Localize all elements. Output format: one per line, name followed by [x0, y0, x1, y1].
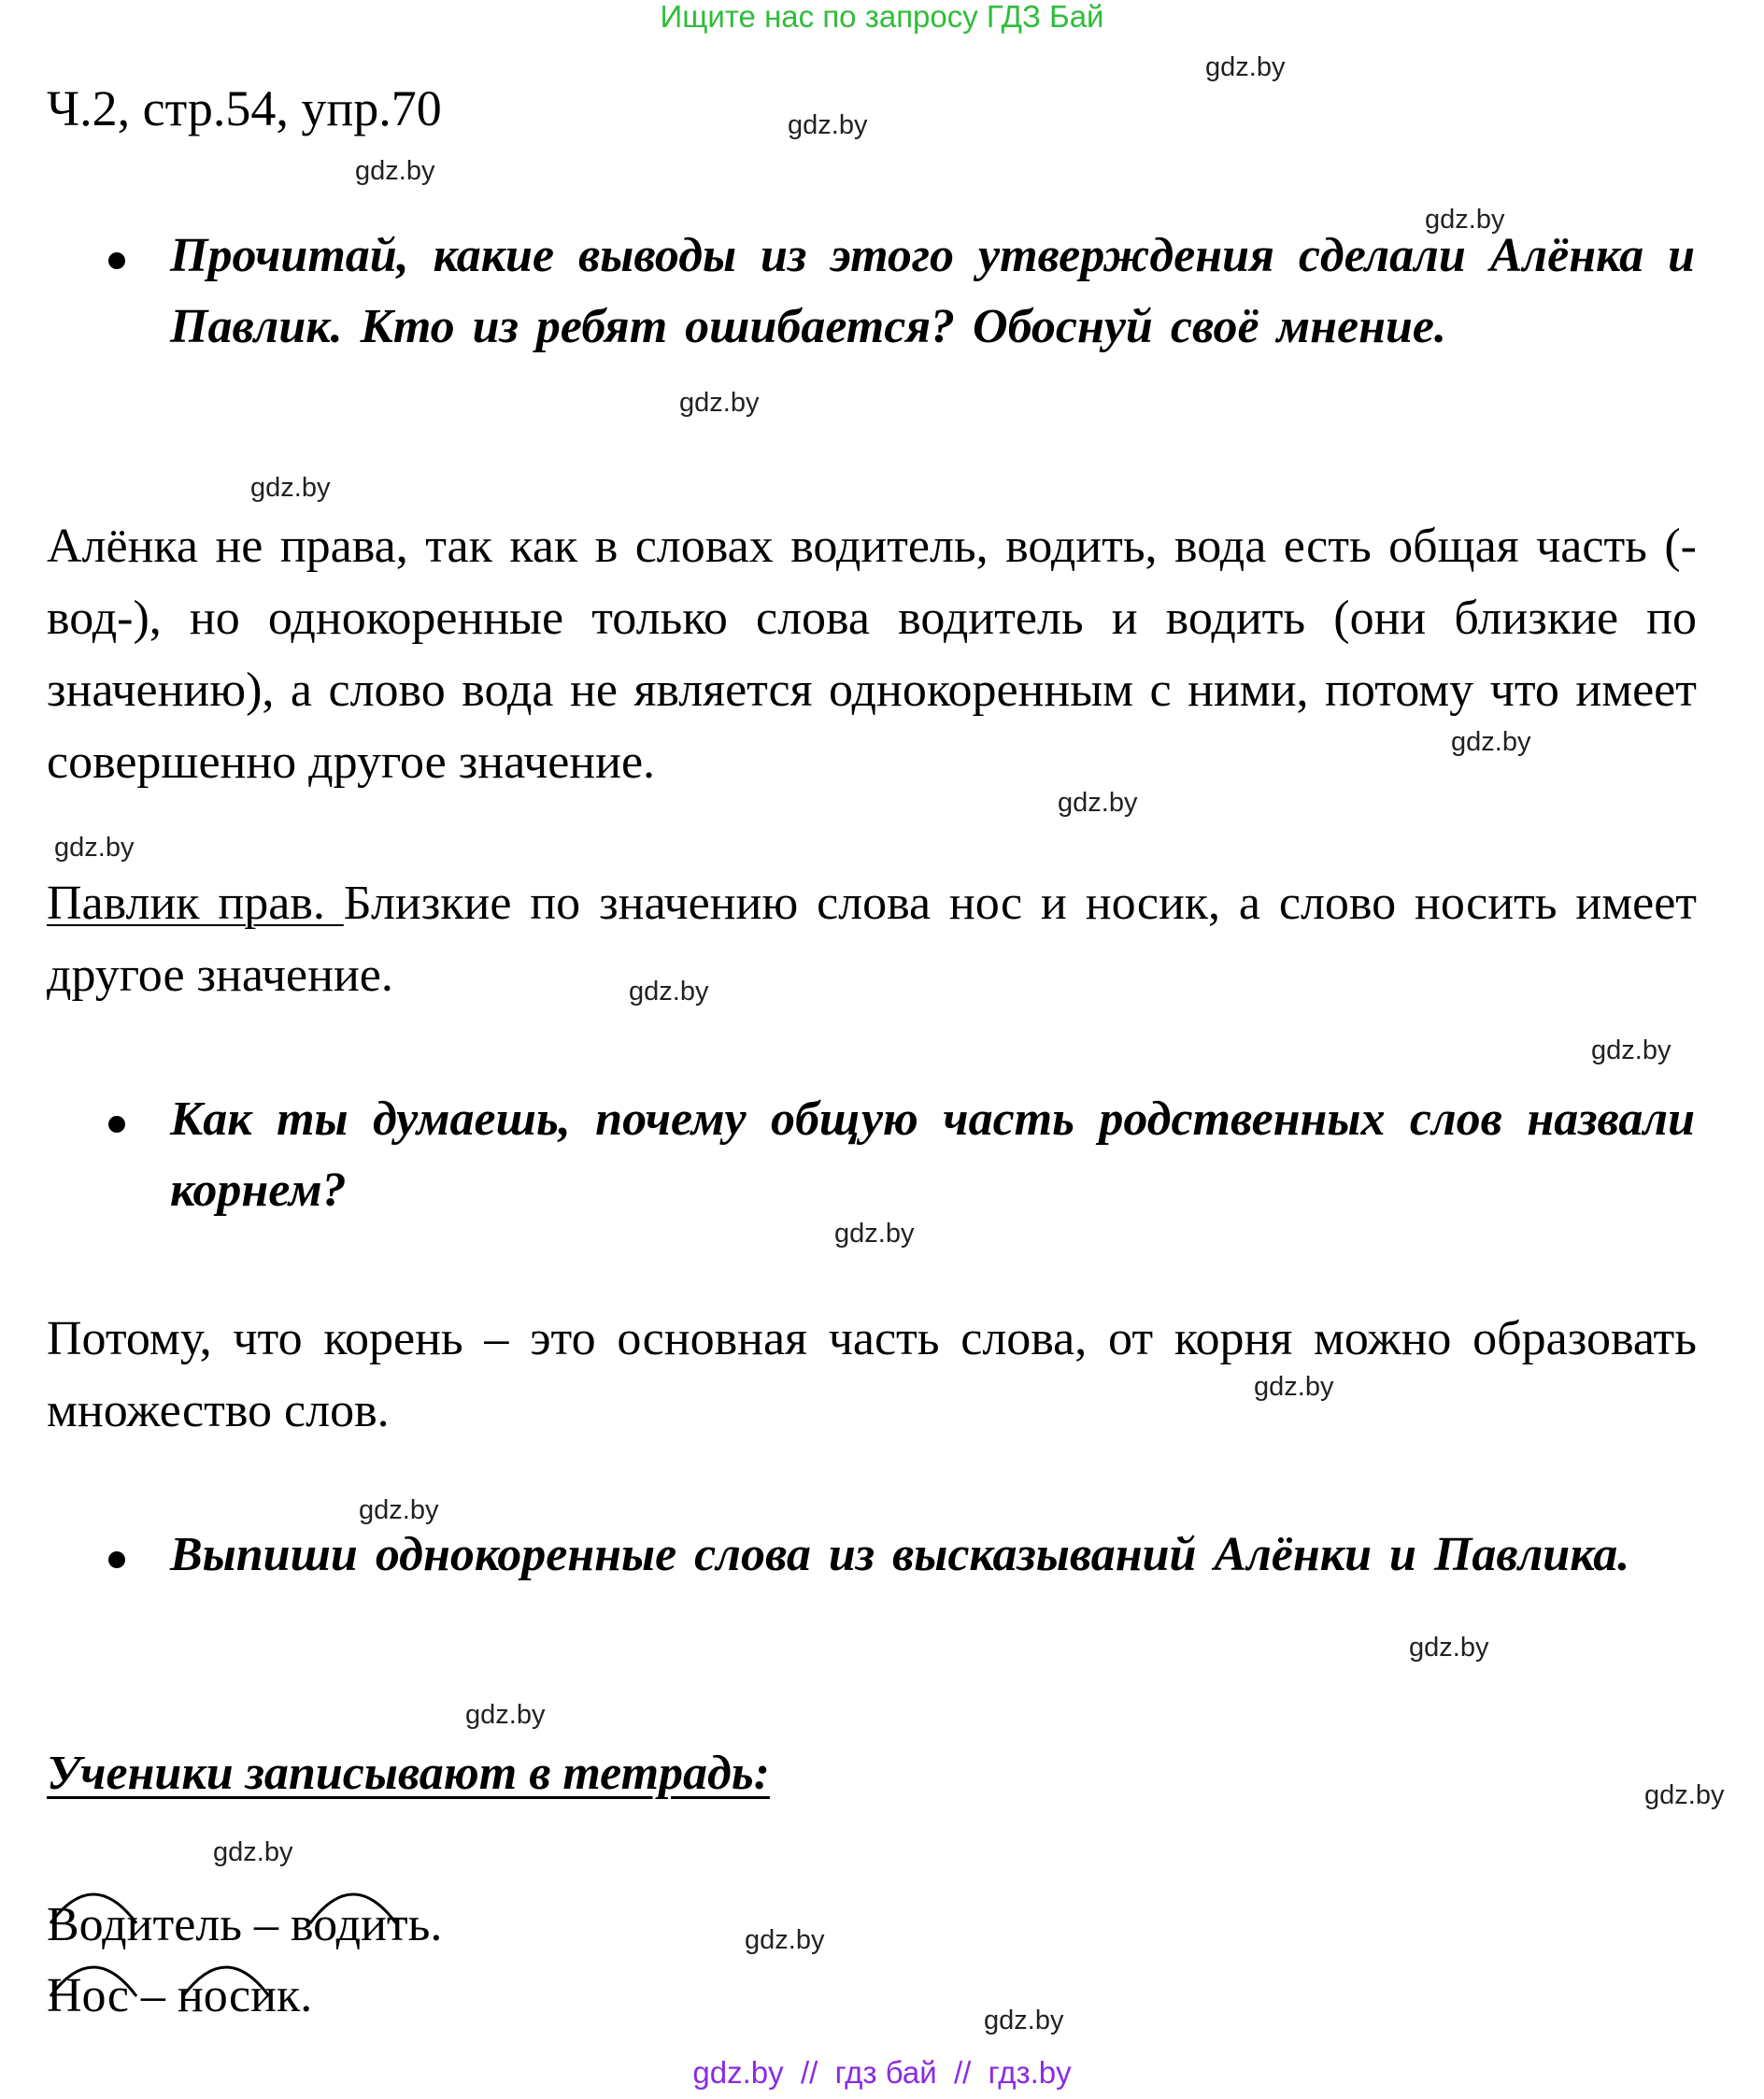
watermark: gdz.by — [54, 833, 135, 863]
watermark: gdz.by — [1254, 1372, 1334, 1402]
watermark: gdz.by — [1205, 52, 1286, 82]
watermark: gdz.by — [1409, 1633, 1489, 1663]
watermark: gdz.by — [1058, 788, 1138, 818]
watermark: gdz.by — [1451, 727, 1531, 757]
watermark: gdz.by — [984, 2006, 1064, 2035]
watermark: gdz.by — [1591, 1035, 1672, 1065]
bullet-icon — [105, 1546, 133, 1574]
watermark: gdz.by — [629, 977, 709, 1007]
exercise-reference: Ч.2, стр.54, упр.70 — [47, 80, 442, 136]
notebook-heading: Ученики записывают в тетрадь: — [47, 1747, 770, 1800]
answer-root: Потому, что корень – это основная часть слова, от корня можно образовать множество слов. — [47, 1312, 1697, 1437]
watermark: gdz.by — [1644, 1780, 1725, 1810]
question-3: Выпиши однокоренные слова из высказываний Алёнки и Павлика. — [170, 1528, 1630, 1581]
notebook-line-2: Нос – носик. — [47, 1969, 313, 2022]
watermark: gdz.by — [250, 473, 331, 503]
watermark: gdz.by — [465, 1700, 546, 1730]
watermark: gdz.by — [359, 1495, 439, 1525]
footer-links: gdz.by // гдз бай // гдз.by — [692, 2055, 1072, 2090]
watermark: gdz.by — [213, 1837, 293, 1867]
answer-pavlik — [47, 867, 1697, 1011]
watermark: gdz.by — [679, 388, 760, 418]
answer-alenka: Алёнка не права, так как в словах водитель, водить, вода есть общая часть (-вод-), но однокоренные только слова водитель и водить (они близкие по значению), а слово вода не является однокоренным с ними, потому что имеет совершенно другое значение. — [47, 520, 1697, 789]
watermark: gdz.by — [834, 1219, 915, 1249]
bullet-icon — [105, 1110, 133, 1138]
search-banner: Ищите нас по запросу ГДЗ Бай — [660, 0, 1104, 34]
question-1: Прочитай, какие выводы из этого утверждения сделали Алёнка и Павлик. Кто из ребят ошибается? Обоснуй своё мнение. — [170, 229, 1695, 353]
bullet-icon — [105, 247, 133, 275]
answer-pavlik-text: Близкие по значению слова нос и носик, а слово носить имеет другое значение. — [47, 877, 1697, 1002]
answer-pavlik-label: Павлик прав. — [47, 877, 344, 930]
watermark: gdz.by — [1425, 205, 1505, 235]
notebook-line-1: Водитель – водить. — [47, 1898, 443, 1951]
watermark: gdz.by — [355, 156, 435, 186]
watermark: gdz.by — [788, 110, 868, 140]
watermark: gdz.by — [745, 1925, 825, 1955]
question-2: Как ты думаешь, почему общую часть родственных слов назвали корнем? — [170, 1092, 1695, 1217]
